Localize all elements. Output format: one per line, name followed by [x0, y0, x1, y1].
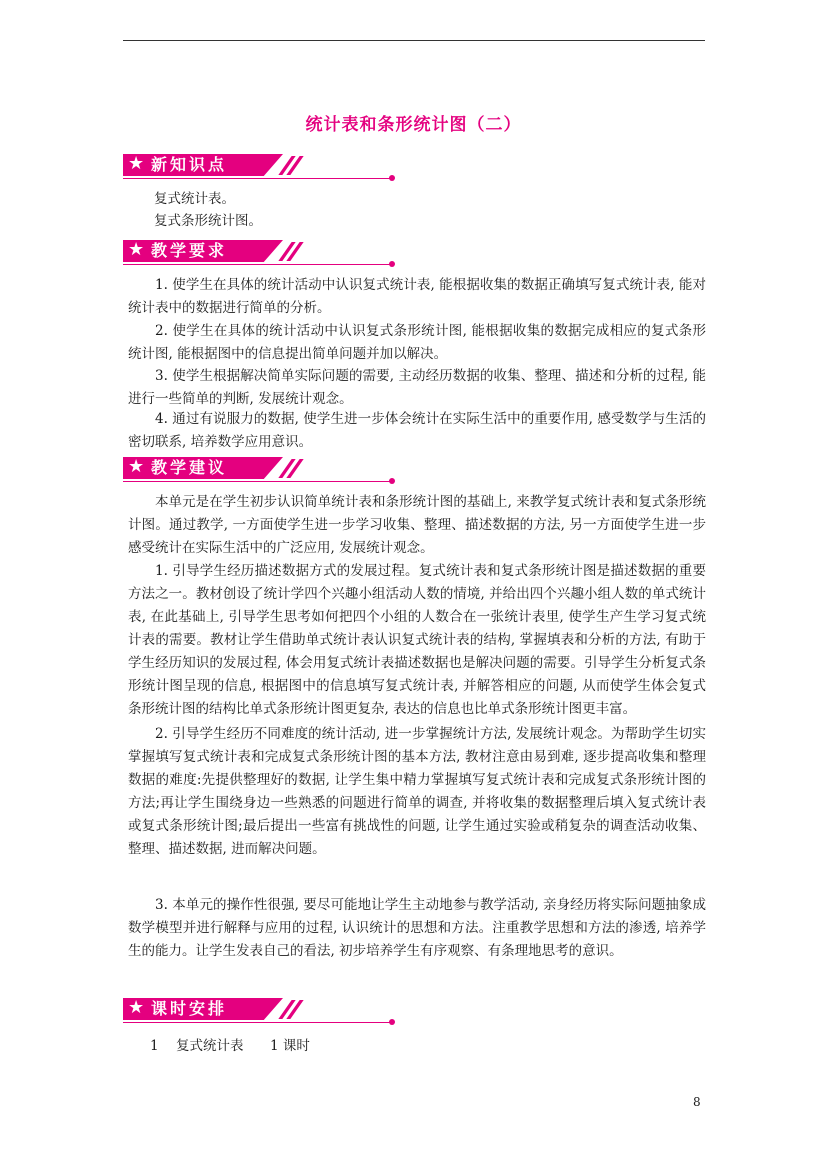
- section-label: 新知识点: [151, 155, 228, 174]
- section-label: 课时安排: [151, 999, 228, 1018]
- section-label: 教学建议: [151, 458, 228, 477]
- suggestion-paragraph: 本单元是在学生初步认识简单统计表和条形统计图的基础上, 来教学复式统计表和复式条形统计图。通过教学, 一方面使学生进一步学习收集、整理、描述数据的方法, 另一方面使学生进一步感受统计在实际生活中的广泛应用, 发展统计观念。: [128, 494, 706, 556]
- knowledge-item: 复式统计表。: [154, 191, 235, 207]
- star-icon: ★: [128, 239, 145, 260]
- header-rule: [123, 40, 705, 41]
- requirement-paragraph: 3. 使学生根据解决简单实际问题的需要, 主动经历数据的收集、整理、描述和分析的过程, 能进行一些简单的判断, 发展统计观念。: [128, 368, 706, 407]
- schedule-row: [150, 1036, 310, 1056]
- page-number: 8: [693, 1095, 701, 1109]
- schedule-hours: 1 课时: [270, 1038, 310, 1054]
- suggestion-paragraph: 2. 引导学生经历不同难度的统计活动, 进一步掌握统计方法, 发展统计观念。为帮助学生切实掌握填写复式统计表和完成复式条形统计图的基本方法, 教材注意由易到难, 逐步提高收集和整理数据的难度:先提供整理好的数据, 让学生集中精力掌握填写复式统计表和完成复式条形统计图的方法;再让学生围绕身边一些熟悉的问题进行简单的调查, 并将收集的数据整理后填入复式统计表或复式条形统计图;最后提出一些富有挑战性的问题, 让学生通过实验或稍复杂的调查活动收集、整理、描述数据, 进而解决问题。: [128, 726, 706, 857]
- section-heading-schedule: [123, 996, 395, 1024]
- dot-icon: [389, 478, 395, 484]
- schedule-topic: 复式统计表: [176, 1038, 244, 1054]
- star-icon: ★: [128, 456, 145, 477]
- dot-icon: [389, 1019, 395, 1025]
- star-icon: ★: [128, 153, 145, 174]
- dot-icon: [389, 261, 395, 267]
- page-title: 统计表和条形统计图（二）: [305, 115, 522, 135]
- section-label: 教学要求: [151, 241, 228, 260]
- requirement-paragraph: 4. 通过有说服力的数据, 使学生进一步体会统计在实际生活中的重要作用, 感受数学与生活的密切联系, 培养数学应用意识。: [128, 411, 706, 450]
- schedule-no: 1: [150, 1038, 159, 1054]
- dot-icon: [389, 175, 395, 181]
- requirement-paragraph: 1. 使学生在具体的统计活动中认识复式统计表, 能根据收集的数据正确填写复式统计表, 能对统计表中的数据进行简单的分析。: [128, 277, 706, 316]
- section-heading-requirements: [123, 238, 395, 266]
- knowledge-item: 复式条形统计图。: [154, 213, 262, 229]
- suggestion-paragraph: 3. 本单元的操作性很强, 要尽可能地让学生主动地参与教学活动, 亲身经历将实际问题抽象成数学模型并进行解释与应用的过程, 认识统计的思想和方法。注重教学思想和方法的渗透, 培养学生的能力。让学生发表自己的看法, 初步培养学生有序观察、有条理地思考的意识。: [128, 897, 706, 959]
- requirement-paragraph: 2. 使学生在具体的统计活动中认识复式条形统计图, 能根据收集的数据完成相应的复式条形统计图, 能根据图中的信息提出简单问题并加以解决。: [128, 323, 706, 362]
- section-heading-new-knowledge: [123, 152, 395, 180]
- star-icon: ★: [128, 997, 145, 1018]
- suggestion-paragraph: 1. 引导学生经历描述数据方式的发展过程。复式统计表和复式条形统计图是描述数据的重要方法之一。教材创设了统计学四个兴趣小组活动人数的情境, 并给出四个兴趣小组人数的单式统计表, 在此基础上, 引导学生思考如何把四个小组的人数合在一张统计表里, 使学生产生学习复式统计表的需要。教材让学生借助单式统计表认识复式统计表的结构, 掌握填表和分析的方法, 有助于学生经历知识的发展过程, 体会用复式统计表描述数据也是解决问题的需要。引导学生分析复式条形统计图呈现的信息, 根据图中的信息填写复式统计表, 并解答相应的问题, 从而使学生体会复式条形统计图的结构比单式条形统计图更复杂, 表达的信息也比单式条形统计图更丰富。: [128, 563, 706, 717]
- section-heading-suggestions: [123, 455, 395, 483]
